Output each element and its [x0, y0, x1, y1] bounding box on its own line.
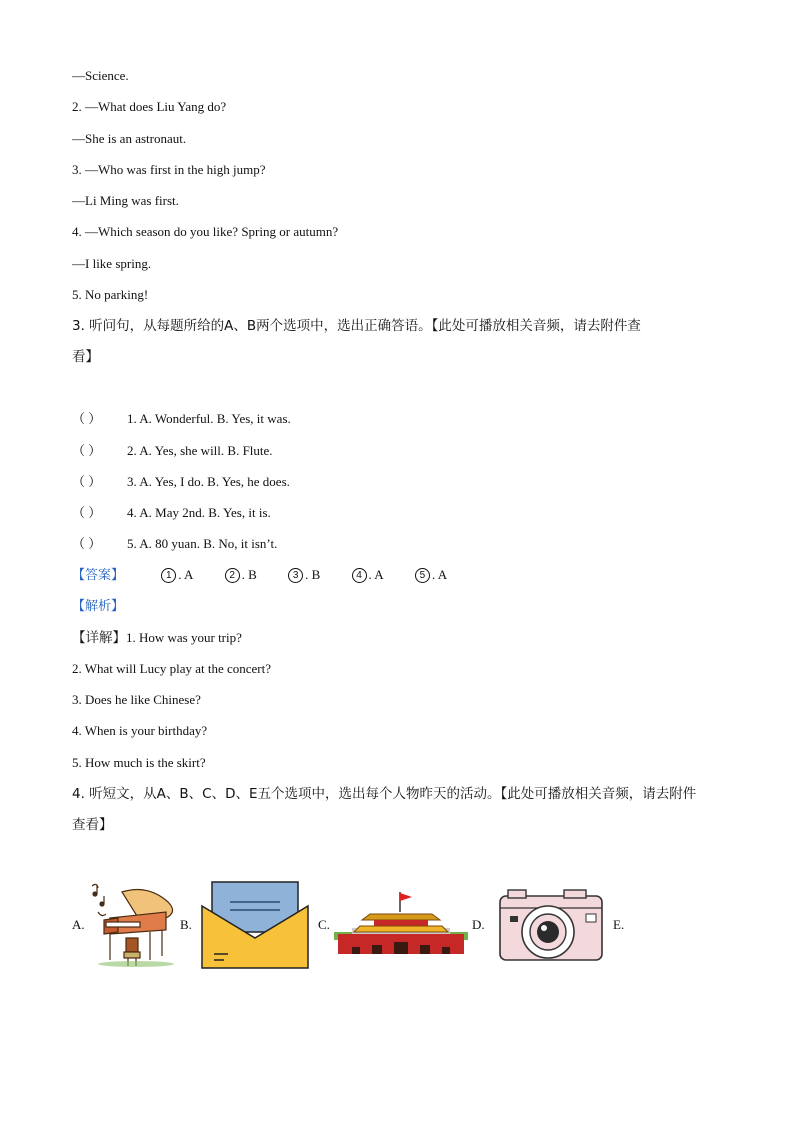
question-line: 3. —Who was first in the high jump? [72, 162, 266, 177]
answer-line: —Science. [72, 68, 129, 83]
answer-line: —She is an astronaut. [72, 131, 187, 146]
detail-line: 3. Does he like Chinese? [72, 692, 201, 707]
answer-item: 2 . B [225, 567, 257, 583]
blank-paren: （ ） [72, 443, 102, 458]
question-line: 4. —Which season do you like? Spring or autumn? [72, 224, 339, 239]
choice-item [72, 411, 291, 427]
choice-item [72, 474, 290, 490]
option-label-b: B. [180, 917, 192, 932]
section3-title: 3. 听问句，从每题所给的A、B两个选项中，选出正确答语。【此处可播放相关音频，请去附件查 [72, 318, 641, 334]
blank-paren: （ ） [72, 536, 102, 551]
question-line: 5. No parking! [72, 287, 149, 302]
answer-item: 1 . A [161, 567, 193, 583]
answer-line: —Li Ming was first. [72, 193, 179, 208]
answer-tag: 【答案】 [72, 568, 125, 583]
blank-paren: （ ） [72, 505, 102, 520]
blank-paren: （ ） [72, 474, 102, 489]
section4-title: 4. 听短文，从A、B、C、D、E五个选项中，选出每个人物昨天的活动。【此处可播放相关音频，请去附件 [72, 786, 697, 802]
tiananmen-gate-picture [334, 890, 468, 956]
choice-text: 3. A. Yes, I do. B. Yes, he does. [127, 474, 290, 489]
choice-text: 4. A. May 2nd. B. Yes, it is. [127, 505, 271, 520]
detail-line: 【详解】1. How was your trip? [72, 630, 242, 646]
choice-item [72, 443, 273, 459]
choice-item [72, 536, 277, 552]
envelope-picture [200, 880, 310, 970]
answer-item: 3 . B [288, 567, 320, 583]
detail-line: 4. When is your birthday? [72, 723, 208, 738]
choice-item [72, 505, 271, 521]
option-label-c: C. [318, 917, 330, 932]
detail-tag: 【详解】 [72, 630, 126, 646]
answer-item: 4 . A [352, 567, 384, 583]
blank-paren: （ ） [72, 411, 102, 426]
option-label-a: A. [72, 917, 85, 932]
piano-picture [88, 878, 178, 970]
option-label-e: E. [613, 917, 625, 932]
analysis-tag: 【解析】 [72, 599, 125, 614]
choice-text: 1. A. Wonderful. B. Yes, it was. [127, 411, 291, 426]
option-label-d: D. [472, 917, 485, 932]
detail-line: 5. How much is the skirt? [72, 755, 206, 770]
section4-title-cont: 查看】 [72, 817, 113, 833]
section3-title-cont: 看】 [72, 349, 99, 365]
answer-line: —I like spring. [72, 256, 152, 271]
answer-row [72, 567, 475, 584]
choice-text: 5. A. 80 yuan. B. No, it isn’t. [127, 536, 278, 551]
answer-item: 5 . A [415, 567, 447, 583]
camera-picture [494, 886, 608, 964]
detail-line: 2. What will Lucy play at the concert? [72, 661, 272, 676]
choice-text: 2. A. Yes, she will. B. Flute. [127, 443, 273, 458]
question-line: 2. —What does Liu Yang do? [72, 99, 227, 114]
